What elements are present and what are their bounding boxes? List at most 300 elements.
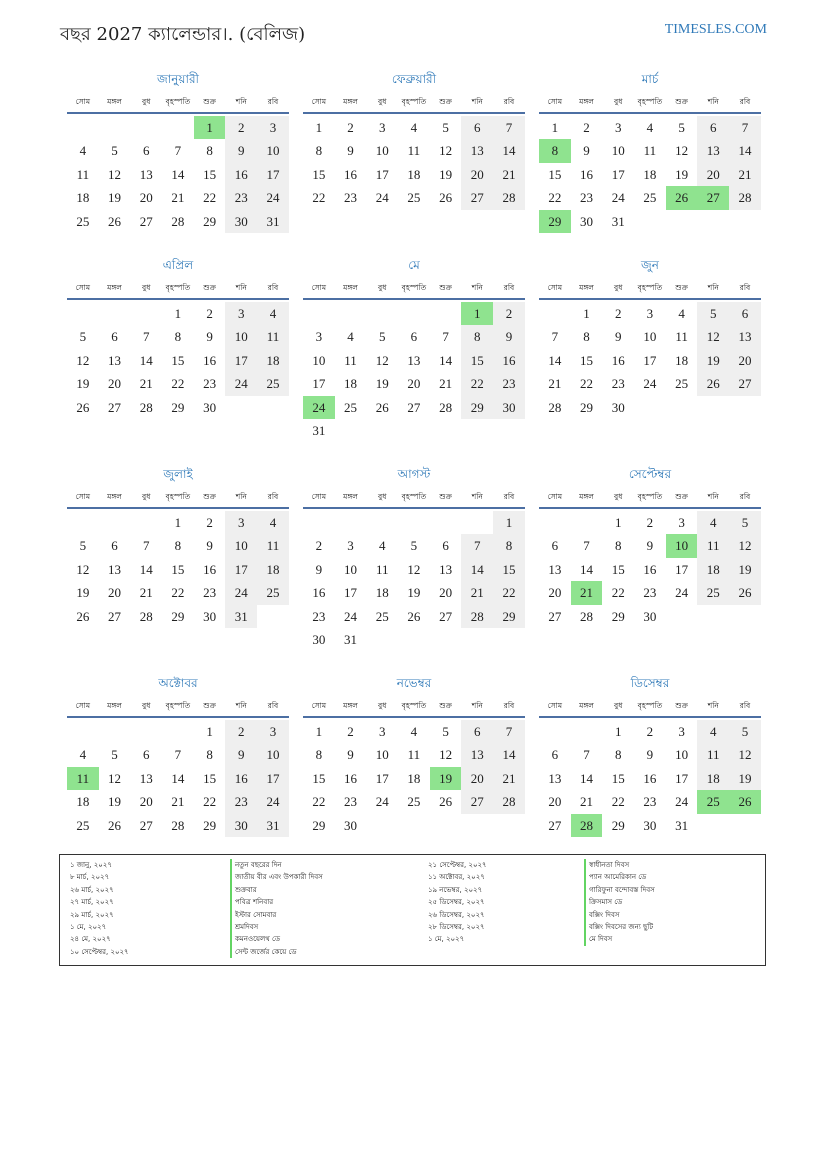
day-cell: 9 <box>347 747 354 763</box>
day-cell: 25 <box>407 794 421 810</box>
day-cell: 7 <box>493 720 525 743</box>
day-cell: 11 <box>697 743 729 766</box>
day-cell: 16 <box>611 352 625 368</box>
month-name: সেপ্টেম্বর <box>628 467 672 481</box>
day-cell: 1 <box>493 511 525 534</box>
day-cell: 20 <box>548 794 562 810</box>
day-cell: 18 <box>344 376 358 392</box>
day-cell: 2 <box>614 306 622 321</box>
weekday-label: শুক্র <box>439 491 452 501</box>
day-cell: 21 <box>493 767 525 790</box>
day-cell: 7 <box>583 747 590 763</box>
day-cell: 16 <box>643 561 657 577</box>
day-cell: 11 <box>697 534 729 557</box>
weekday-header <box>539 93 761 114</box>
day-cell: 9 <box>646 747 654 763</box>
day-cell: 15 <box>171 352 185 368</box>
holiday-date: ১১ অক্টোবর, ২০২৭ <box>428 873 485 882</box>
holiday-day-cell: 26 <box>729 790 761 813</box>
weekday-label: মঙ্গল <box>107 282 122 292</box>
page-title: বছর 2027 ক্যালেন্ডার।. (বেলিজ) <box>60 24 306 45</box>
month-name: জুন <box>641 258 659 272</box>
day-grid <box>539 116 761 233</box>
day-cell: 5 <box>697 302 729 325</box>
weekday-label: শনি <box>235 96 247 106</box>
day-cell: 6 <box>142 143 150 159</box>
empty-cell <box>303 511 335 534</box>
day-cell: 18 <box>257 349 289 372</box>
day-cell: 21 <box>139 585 153 601</box>
weekday-header <box>67 488 289 509</box>
empty-cell <box>335 302 367 325</box>
month-block <box>67 467 289 628</box>
weekday-label: সোম <box>311 96 327 106</box>
weekday-label: রবি <box>739 96 751 106</box>
day-cell: 26 <box>76 399 90 415</box>
weekday-header <box>303 488 525 509</box>
day-cell: 23 <box>344 190 358 206</box>
day-cell: 6 <box>442 538 449 554</box>
day-cell: 14 <box>139 561 153 577</box>
day-cell: 19 <box>729 558 761 581</box>
day-cell: 13 <box>439 561 453 577</box>
day-cell: 27 <box>548 817 562 833</box>
day-cell: 21 <box>729 163 761 186</box>
day-cell: 25 <box>375 608 389 624</box>
day-cell: 25 <box>257 372 289 395</box>
day-cell: 25 <box>675 376 689 392</box>
day-cell: 1 <box>315 724 323 739</box>
day-cell: 9 <box>347 143 354 159</box>
empty-cell <box>67 302 99 325</box>
weekday-label: বুধ <box>378 700 387 710</box>
weekday-label: রবি <box>739 491 751 501</box>
day-cell: 8 <box>206 747 213 763</box>
day-cell: 28 <box>580 608 594 624</box>
day-cell: 26 <box>439 190 453 206</box>
weekday-label: শুক্র <box>675 282 688 292</box>
day-cell: 29 <box>203 817 217 833</box>
day-cell: 24 <box>375 190 389 206</box>
empty-cell <box>539 302 571 325</box>
weekday-label: বৃহস্পতি <box>165 96 191 106</box>
weekday-label: বৃহস্পতি <box>637 96 663 106</box>
day-cell: 9 <box>225 139 257 162</box>
day-cell: 14 <box>493 139 525 162</box>
day-cell: 31 <box>257 210 289 233</box>
day-cell: 30 <box>344 817 358 833</box>
day-cell: 14 <box>580 770 594 786</box>
holiday-name: ক্রিসমাস ডে <box>584 896 655 908</box>
day-cell: 7 <box>142 538 150 554</box>
empty-cell <box>571 511 603 534</box>
day-cell: 4 <box>378 538 386 554</box>
day-grid <box>539 302 761 419</box>
weekday-label: সোম <box>547 700 563 710</box>
empty-cell <box>67 511 99 534</box>
day-cell: 16 <box>580 166 594 182</box>
day-cell: 6 <box>142 747 150 763</box>
day-cell: 22 <box>312 794 326 810</box>
day-cell: 22 <box>461 372 493 395</box>
day-cell: 16 <box>493 349 525 372</box>
day-cell: 17 <box>312 376 326 392</box>
weekday-label: সোম <box>311 491 327 501</box>
day-cell: 13 <box>108 561 122 577</box>
weekday-label: শুক্র <box>675 700 688 710</box>
day-cell: 24 <box>344 608 358 624</box>
holiday-day-cell: 26 <box>666 186 698 209</box>
day-cell: 6 <box>111 538 118 554</box>
day-cell: 6 <box>111 329 118 345</box>
day-cell: 5 <box>79 329 87 345</box>
day-cell: 28 <box>493 790 525 813</box>
day-cell: 12 <box>76 561 90 577</box>
weekday-label: সোম <box>547 491 563 501</box>
day-cell: 24 <box>675 794 689 810</box>
day-cell: 4 <box>79 143 87 159</box>
day-cell: 8 <box>614 538 622 554</box>
day-grid <box>67 302 289 419</box>
day-cell: 12 <box>108 166 122 182</box>
day-cell: 28 <box>139 608 153 624</box>
day-cell: 14 <box>461 558 493 581</box>
day-cell: 10 <box>375 747 389 763</box>
day-cell: 21 <box>493 163 525 186</box>
holiday-name: সেন্ট জর্জের কেয়ে ডে <box>230 946 323 958</box>
month-block <box>539 72 761 233</box>
day-grid <box>303 720 525 837</box>
month-name: মার্চ <box>641 72 659 86</box>
day-cell: 4 <box>410 120 418 135</box>
day-cell: 1 <box>614 724 622 739</box>
day-cell: 6 <box>697 116 729 139</box>
weekday-label: বৃহস্পতি <box>401 96 427 106</box>
day-cell: 29 <box>611 608 625 624</box>
day-cell: 11 <box>643 143 657 159</box>
month-name: জুলাই <box>163 467 193 481</box>
holiday-day-cell: 10 <box>666 534 698 557</box>
holiday-date: ২৫ ডিসেম্বর, ২০২৭ <box>428 898 485 907</box>
empty-cell <box>303 302 335 325</box>
day-cell: 4 <box>646 120 654 135</box>
month-block <box>539 676 761 837</box>
day-cell: 8 <box>174 329 182 345</box>
day-cell: 9 <box>206 329 213 345</box>
day-cell: 21 <box>580 794 594 810</box>
weekday-label: শনি <box>235 491 247 501</box>
day-cell: 4 <box>697 511 729 534</box>
day-cell: 27 <box>461 790 493 813</box>
holiday-day-cell: 1 <box>461 302 493 325</box>
day-cell: 26 <box>439 794 453 810</box>
weekday-label: মঙ্গল <box>579 96 594 106</box>
day-cell: 17 <box>375 770 389 786</box>
day-cell: 22 <box>203 190 217 206</box>
day-cell: 3 <box>378 724 386 739</box>
month-block <box>67 258 289 419</box>
day-cell: 12 <box>76 352 90 368</box>
day-cell: 11 <box>407 747 421 763</box>
holiday-date: ৮ মার্চ, ২০২৭ <box>70 873 110 882</box>
day-cell: 9 <box>206 538 213 554</box>
day-cell: 7 <box>174 143 182 159</box>
day-cell: 26 <box>729 581 761 604</box>
day-cell: 15 <box>203 770 217 786</box>
day-cell: 2 <box>583 120 590 135</box>
day-cell: 1 <box>583 306 590 321</box>
weekday-label: মঙ্গল <box>343 491 358 501</box>
holiday-day-cell: 8 <box>539 139 571 162</box>
day-cell: 26 <box>697 372 729 395</box>
empty-cell <box>99 720 131 743</box>
day-cell: 11 <box>76 166 90 182</box>
day-cell: 7 <box>142 329 150 345</box>
holiday-day-cell: 19 <box>430 767 462 790</box>
empty-cell <box>99 302 131 325</box>
day-cell: 31 <box>611 213 625 229</box>
day-cell: 4 <box>697 720 729 743</box>
holiday-day-cell: 21 <box>571 581 603 604</box>
day-cell: 29 <box>493 605 525 628</box>
day-cell: 16 <box>225 163 257 186</box>
day-cell: 13 <box>407 352 421 368</box>
month-name: এপ্রিল <box>162 258 194 272</box>
day-cell: 13 <box>548 770 562 786</box>
weekday-label: শুক্র <box>203 491 216 501</box>
day-cell: 10 <box>257 743 289 766</box>
month-name: আগস্ট <box>397 467 431 481</box>
empty-cell <box>398 302 430 325</box>
day-cell: 2 <box>646 724 654 739</box>
day-cell: 10 <box>257 139 289 162</box>
day-cell: 3 <box>257 720 289 743</box>
day-cell: 11 <box>407 143 421 159</box>
day-cell: 16 <box>225 767 257 790</box>
day-cell: 12 <box>675 143 689 159</box>
month-block <box>67 676 289 837</box>
day-cell: 30 <box>225 814 257 837</box>
empty-cell <box>130 511 162 534</box>
day-cell: 29 <box>171 399 185 415</box>
day-cell: 20 <box>461 767 493 790</box>
weekday-header <box>303 279 525 300</box>
day-cell: 27 <box>139 213 153 229</box>
day-cell: 14 <box>171 166 185 182</box>
day-cell: 22 <box>548 190 562 206</box>
weekday-label: মঙ্গল <box>579 282 594 292</box>
weekday-header <box>539 488 761 509</box>
day-cell: 7 <box>583 538 590 554</box>
site-link[interactable]: TIMESLES.COM <box>664 22 767 37</box>
day-cell: 23 <box>580 190 594 206</box>
weekday-label: বুধ <box>614 700 623 710</box>
day-cell: 6 <box>461 116 493 139</box>
month-name: জানুয়ারী <box>157 72 199 86</box>
day-cell: 10 <box>675 747 689 763</box>
day-cell: 13 <box>548 561 562 577</box>
weekday-label: শনি <box>235 700 247 710</box>
month-name: মে <box>408 258 420 272</box>
day-cell: 6 <box>551 538 559 554</box>
day-cell: 3 <box>225 302 257 325</box>
day-cell: 1 <box>551 120 559 135</box>
day-cell: 28 <box>493 186 525 209</box>
empty-cell <box>366 302 398 325</box>
empty-cell <box>162 116 194 139</box>
day-cell: 14 <box>439 352 453 368</box>
month-block <box>303 467 525 651</box>
day-cell: 29 <box>461 396 493 419</box>
empty-cell <box>366 511 398 534</box>
day-cell: 19 <box>108 190 122 206</box>
day-cell: 21 <box>439 376 453 392</box>
holiday-names-right <box>584 859 655 946</box>
day-cell: 31 <box>312 422 326 438</box>
day-cell: 18 <box>76 794 90 810</box>
month-block <box>67 72 289 233</box>
day-cell: 24 <box>225 581 257 604</box>
day-grid <box>67 720 289 837</box>
day-cell: 16 <box>203 561 217 577</box>
day-cell: 4 <box>347 329 354 345</box>
day-cell: 22 <box>493 581 525 604</box>
holiday-day-cell: 1 <box>194 116 226 139</box>
weekday-label: শুক্র <box>439 282 452 292</box>
day-cell: 31 <box>225 605 257 628</box>
day-cell: 10 <box>225 534 257 557</box>
month-block <box>539 467 761 628</box>
holiday-name: ইস্টার সোমবার <box>230 909 323 921</box>
weekday-label: রবি <box>267 282 279 292</box>
day-cell: 20 <box>139 794 153 810</box>
holiday-date: ২৭ মার্চ, ২০২৭ <box>70 898 114 907</box>
weekday-label: মঙ্গল <box>579 491 594 501</box>
month-block <box>303 72 525 210</box>
day-cell: 23 <box>203 376 217 392</box>
weekday-label: বুধ <box>142 491 151 501</box>
weekday-label: সোম <box>311 700 327 710</box>
day-cell: 4 <box>79 747 87 763</box>
day-cell: 22 <box>171 585 185 601</box>
day-cell: 1 <box>315 120 323 135</box>
day-cell: 12 <box>407 561 421 577</box>
day-cell: 4 <box>257 302 289 325</box>
day-cell: 25 <box>76 213 90 229</box>
day-cell: 24 <box>225 372 257 395</box>
weekday-label: বৃহস্পতি <box>165 700 191 710</box>
day-cell: 18 <box>257 558 289 581</box>
day-cell: 16 <box>344 770 358 786</box>
day-cell: 28 <box>171 213 185 229</box>
day-cell: 6 <box>729 302 761 325</box>
day-cell: 5 <box>79 538 87 554</box>
day-cell: 2 <box>225 116 257 139</box>
holiday-date: ২৬ মার্চ, ২০২৭ <box>70 885 114 894</box>
day-cell: 13 <box>729 325 761 348</box>
holiday-name: মে দিবস <box>584 933 655 945</box>
day-cell: 19 <box>407 585 421 601</box>
day-cell: 12 <box>729 743 761 766</box>
weekday-header <box>67 93 289 114</box>
day-cell: 26 <box>407 608 421 624</box>
day-cell: 24 <box>257 790 289 813</box>
holiday-name: স্বাধীনতা দিবস <box>584 859 655 871</box>
month-name: ফেব্রুয়ারী <box>391 72 437 86</box>
holiday-date: ১ জানু, ২০২৭ <box>70 861 112 869</box>
day-cell: 19 <box>697 349 729 372</box>
day-cell: 3 <box>347 538 354 554</box>
day-cell: 5 <box>442 120 449 135</box>
day-cell: 14 <box>171 770 185 786</box>
day-cell: 27 <box>139 817 153 833</box>
day-cell: 29 <box>171 608 185 624</box>
day-cell: 17 <box>225 558 257 581</box>
day-cell: 29 <box>611 817 625 833</box>
weekday-label: বৃহস্পতি <box>401 282 427 292</box>
day-cell: 18 <box>675 352 689 368</box>
day-cell: 3 <box>614 120 622 135</box>
holiday-day-cell: 27 <box>697 186 729 209</box>
day-cell: 19 <box>76 376 90 392</box>
day-cell: 11 <box>344 352 357 368</box>
day-cell: 23 <box>611 376 625 392</box>
weekday-label: রবি <box>267 491 279 501</box>
weekday-label: বৃহস্পতি <box>401 491 427 501</box>
day-cell: 13 <box>461 139 493 162</box>
holiday-date: ১০ সেপ্টেম্বর, ২০২৭ <box>70 947 129 956</box>
holiday-date: ২৬ ডিসেম্বর, ২০২৭ <box>428 910 485 919</box>
day-cell: 17 <box>675 770 689 786</box>
day-cell: 3 <box>678 515 685 530</box>
day-cell: 26 <box>76 608 90 624</box>
holiday-day-cell: 11 <box>67 767 99 790</box>
day-cell: 16 <box>203 352 217 368</box>
day-cell: 15 <box>171 561 185 577</box>
day-grid <box>539 720 761 837</box>
holiday-names-left <box>230 859 323 958</box>
weekday-label: বুধ <box>142 282 151 292</box>
weekday-label: শনি <box>707 282 719 292</box>
holiday-day-cell: 28 <box>571 814 603 837</box>
weekday-label: সোম <box>547 96 563 106</box>
day-cell: 5 <box>111 747 118 763</box>
day-cell: 25 <box>697 581 729 604</box>
day-cell: 9 <box>315 561 323 577</box>
weekday-label: মঙ্গল <box>107 700 122 710</box>
day-cell: 4 <box>257 511 289 534</box>
day-cell: 10 <box>312 352 326 368</box>
holiday-name: প্যান আমেরিকান ডে <box>584 871 655 883</box>
day-grid <box>67 116 289 233</box>
day-cell: 14 <box>139 352 153 368</box>
day-cell: 3 <box>257 116 289 139</box>
day-cell: 13 <box>139 166 153 182</box>
day-cell: 21 <box>171 794 185 810</box>
day-cell: 7 <box>461 534 493 557</box>
day-cell: 11 <box>257 534 289 557</box>
weekday-label: রবি <box>267 700 279 710</box>
day-cell: 30 <box>611 399 625 415</box>
weekday-label: শনি <box>707 96 719 106</box>
day-cell: 18 <box>697 767 729 790</box>
day-cell: 17 <box>344 585 358 601</box>
day-cell: 7 <box>174 747 182 763</box>
empty-cell <box>571 720 603 743</box>
day-cell: 24 <box>257 186 289 209</box>
holiday-date: ১ মে, ২০২৭ <box>428 935 465 944</box>
day-cell: 30 <box>203 399 217 415</box>
